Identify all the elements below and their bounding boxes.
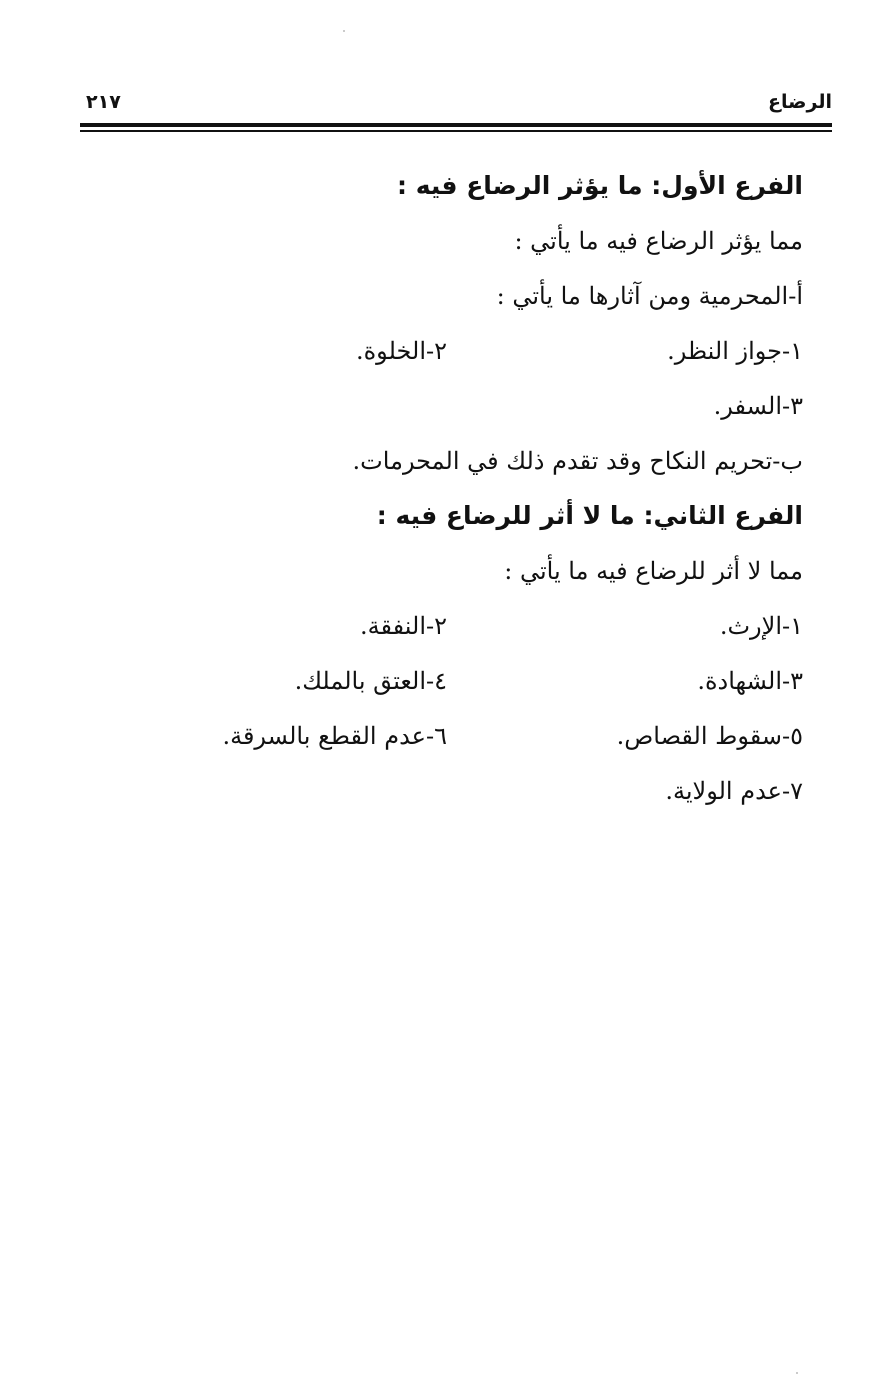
section-2-item-3: ٣-الشهادة. (697, 667, 803, 695)
section-2-item-7: ٧-عدم الولاية. (665, 777, 803, 805)
section-1-sub-item-1: ١-جواز النظر. (667, 337, 803, 365)
section-1-sub-item-3: ٣-السفر. (713, 392, 803, 420)
section-2-item-2: ٢-النفقة. (360, 612, 447, 640)
section-1-item-b: ب-تحريم النكاح وقد تقدم ذلك في المحرمات. (352, 447, 803, 475)
chapter-title: الرضاع (768, 91, 832, 113)
section-1-item-a: أ-المحرمية ومن آثارها ما يأتي : (496, 282, 803, 310)
section-1-heading: الفرع الأول: ما يؤثر الرضاع فيه : (397, 171, 803, 200)
section-2-item-4: ٤-العتق بالملك. (294, 667, 447, 695)
section-2-item-5: ٥-سقوط القصاص. (616, 722, 803, 750)
header-rule-thick (80, 123, 832, 127)
section-2-intro: مما لا أثر للرضاع فيه ما يأتي : (504, 557, 803, 585)
section-2-heading: الفرع الثاني: ما لا أثر للرضاع فيه : (376, 501, 803, 530)
header-rule-thin (80, 130, 832, 132)
section-1-sub-item-2: ٢-الخلوة. (355, 337, 447, 365)
section-2-item-1: ١-الإرث. (719, 612, 803, 640)
section-1-intro: مما يؤثر الرضاع فيه ما يأتي : (514, 227, 803, 255)
scan-speck (796, 1372, 798, 1374)
section-2-item-6: ٦-عدم القطع بالسرقة. (222, 722, 447, 750)
page-number: ٢١٧ (86, 91, 121, 113)
scan-speck (343, 30, 345, 32)
running-header (80, 86, 832, 118)
